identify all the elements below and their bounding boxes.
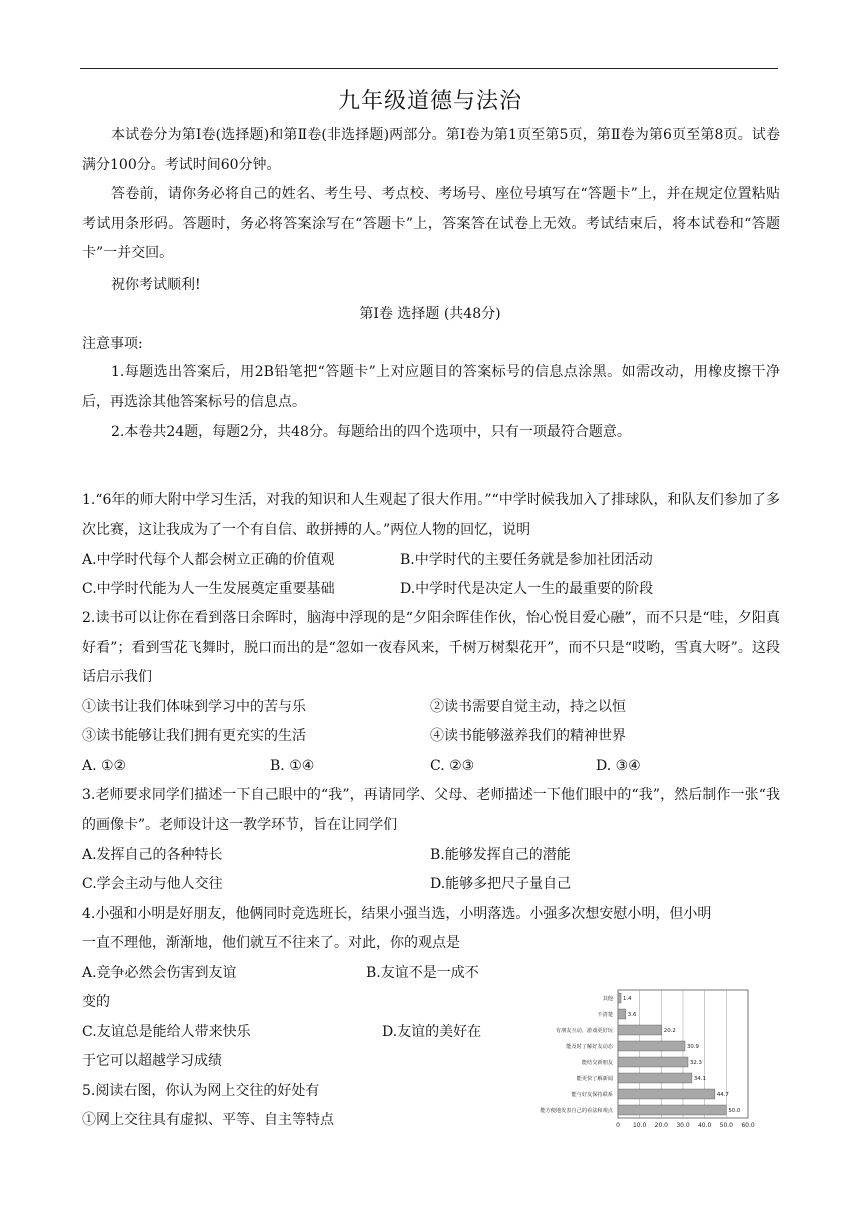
question-2-option-c: C. ②③ xyxy=(430,758,475,774)
question-3-option-d: D.能够多把尺子量自己 xyxy=(430,876,572,892)
notice-item-1: 1.每题选出答案后，用2B铅笔把“答题卡”上对应题目的答案标号的信息点涂黑。如需改动，用橡皮擦干净后，再选涂其他答案标号的信息点。 xyxy=(82,364,780,410)
question-2-option-b: B. ①④ xyxy=(270,758,315,774)
chart-data-label: 30.9 xyxy=(686,1044,699,1050)
question-4-stem-line-1: 4.小强和小明是好朋友，他俩同时竞选班长，结果小强当选，小明落选。小强多次想安慰小明，但小明 xyxy=(82,906,712,922)
question-2-stem: 2.读书可以让你在看到落日余晖时，脑海中浮现的是“夕阳余晖佳作伙，怡心悦目爱心融”，而不只是“哇，夕阳真好看”；看到雪花飞舞时，脱口而出的是“忽如一夜春风来，千树万树梨花开”，而不只是“哎哟，雪真大呀”。这段话启示我们 xyxy=(82,610,780,685)
question-4-option-b: B.友谊不是一成不 xyxy=(366,965,479,981)
question-1-stem: 1.“6年的师大附中学习生活，对我的知识和人生观起了很大作用。”“中学时候我加入了排球队，和队友们参加了多次比赛，这让我成为了一个有自信、敢拼搏的人。”两位人物的回忆，说明 xyxy=(82,492,780,538)
chart-category-label: 有朋友互动，游戏更好玩 xyxy=(555,1028,613,1034)
question-4-option-b-continued: 变的 xyxy=(82,994,110,1010)
question-3-option-b: B.能够发挥自己的潜能 xyxy=(430,847,571,863)
page-title: 九年级道德与法治 xyxy=(337,89,522,114)
question-3-stem: 3.老师要求同学们描述一下自己眼中的“我”，再请同学、父母、老师描述一下他们眼中的“我”，然后制作一张“我的画像卡”。老师设计这一教学环节，旨在让同学们 xyxy=(82,787,780,833)
chart-x-tick-label: 50.0 xyxy=(719,1122,734,1129)
chart-bar xyxy=(618,1041,685,1051)
question-2-statement-1: ①读书让我们体味到学习中的苦与乐 xyxy=(82,699,306,715)
question-4-stem-line-2: 一直不理他，渐渐地，他们就互不往来了。对此，你的观点是 xyxy=(82,935,460,951)
chart-data-label: 3.6 xyxy=(627,1012,637,1018)
chart-category-label: 其他 xyxy=(602,996,613,1002)
chart-category-label: 能及时了解好友动态 xyxy=(566,1044,613,1050)
chart-x-tick-label: 10.0 xyxy=(632,1122,647,1129)
section-title: 第Ⅰ卷 选择题 (共48分) xyxy=(359,306,501,322)
question-4-option-a: A.竞争必然会伤害到友谊 xyxy=(82,965,237,981)
good-luck-text: 祝你考试顺利! xyxy=(111,277,201,293)
chart-category-label: 能更快了解新闻 xyxy=(576,1076,613,1082)
intro-paragraph-1: 本试卷分为第Ⅰ卷(选择题)和第Ⅱ卷(非选择题)两部分。第Ⅰ卷为第1页至第5页，第Ⅱ卷为第6页至第8页。试卷满分100分。考试时间60分钟。 xyxy=(82,127,780,173)
question-4-option-d-continued: 于它可以超越学习成绩 xyxy=(82,1053,222,1069)
question-3-option-c: C.学会主动与他人交往 xyxy=(82,876,223,892)
chart-bar xyxy=(618,993,621,1003)
header-rule xyxy=(80,68,778,69)
chart-data-label: 50.0 xyxy=(728,1108,741,1114)
chart-bar xyxy=(618,1089,715,1099)
question-1-option-b: B.中学时代的主要任务就是参加社团活动 xyxy=(400,552,653,568)
chart-x-tick-label: 20.0 xyxy=(654,1122,669,1129)
question-5-statement-1: ①网上交往具有虚拟、平等、自主等特点 xyxy=(82,1112,334,1128)
question-2-statement-2: ②读书需要自觉主动，持之以恒 xyxy=(430,699,626,715)
question-3-option-a: A.发挥自己的各种特长 xyxy=(82,847,223,863)
chart-x-tick-label: 30.0 xyxy=(676,1122,690,1129)
notice-item-2: 2.本卷共24题，每题2分，共48分。每题给出的四个选项中，只有一项最符合题意。 xyxy=(111,424,631,440)
chart-category-label: 能与好友保持联系 xyxy=(571,1092,613,1098)
chart-bar xyxy=(618,1057,688,1067)
question-2-option-a: A. ①② xyxy=(82,758,127,774)
question-4-option-d: D.友谊的美好在 xyxy=(382,1024,482,1040)
notice-heading: 注意事项: xyxy=(82,336,143,352)
chart-data-label: 1.4 xyxy=(623,996,632,1002)
chart-bar xyxy=(618,1009,626,1019)
chart-data-label: 32.3 xyxy=(689,1060,702,1066)
chart-bar xyxy=(618,1025,662,1035)
question-4-option-c: C.友谊总是能给人带来快乐 xyxy=(82,1024,251,1040)
chart-x-tick-label: 0 xyxy=(616,1122,620,1129)
chart-data-label: 34.1 xyxy=(693,1076,706,1082)
chart-category-label: 能方便地发表自己的看法和观点 xyxy=(540,1108,613,1114)
question-1-option-c: C.中学时代能为人一生发展奠定重要基础 xyxy=(82,581,335,597)
question-1-option-a: A.中学时代每个人都会树立正确的价值观 xyxy=(82,552,335,568)
intro-paragraph-2: 答卷前，请你务必将自己的姓名、考生号、考点校、考场号、座位号填写在“答题卡”上，并在规定位置粘贴考试用条形码。答题时，务必将答案涂写在“答题卡”上，答案答在试卷上无效。考试结束后，将本试卷和“答题卡”一并交回。 xyxy=(82,186,780,261)
chart-bar xyxy=(618,1105,726,1115)
question-1-option-d: D.中学时代是决定人一生的最重要的阶段 xyxy=(400,581,654,597)
chart-data-label: 44.7 xyxy=(716,1092,729,1098)
question-5-stem: 5.阅读右图，你认为网上交往的好处有 xyxy=(82,1083,320,1099)
chart-data-label: 20.2 xyxy=(663,1028,676,1034)
online-communication-benefits-chart xyxy=(512,986,762,1132)
question-2-option-d: D. ③④ xyxy=(596,758,641,774)
chart-x-tick-label: 60.0 xyxy=(741,1122,755,1129)
question-2-statement-3: ③读书能够让我们拥有更充实的生活 xyxy=(82,728,306,744)
question-2-statement-4: ④读书能够滋养我们的精神世界 xyxy=(430,728,626,744)
chart-category-label: 不清楚 xyxy=(597,1012,613,1018)
chart-bar xyxy=(618,1073,692,1083)
chart-x-tick-label: 40.0 xyxy=(697,1122,712,1129)
chart-category-label: 能结交新朋友 xyxy=(581,1060,613,1066)
